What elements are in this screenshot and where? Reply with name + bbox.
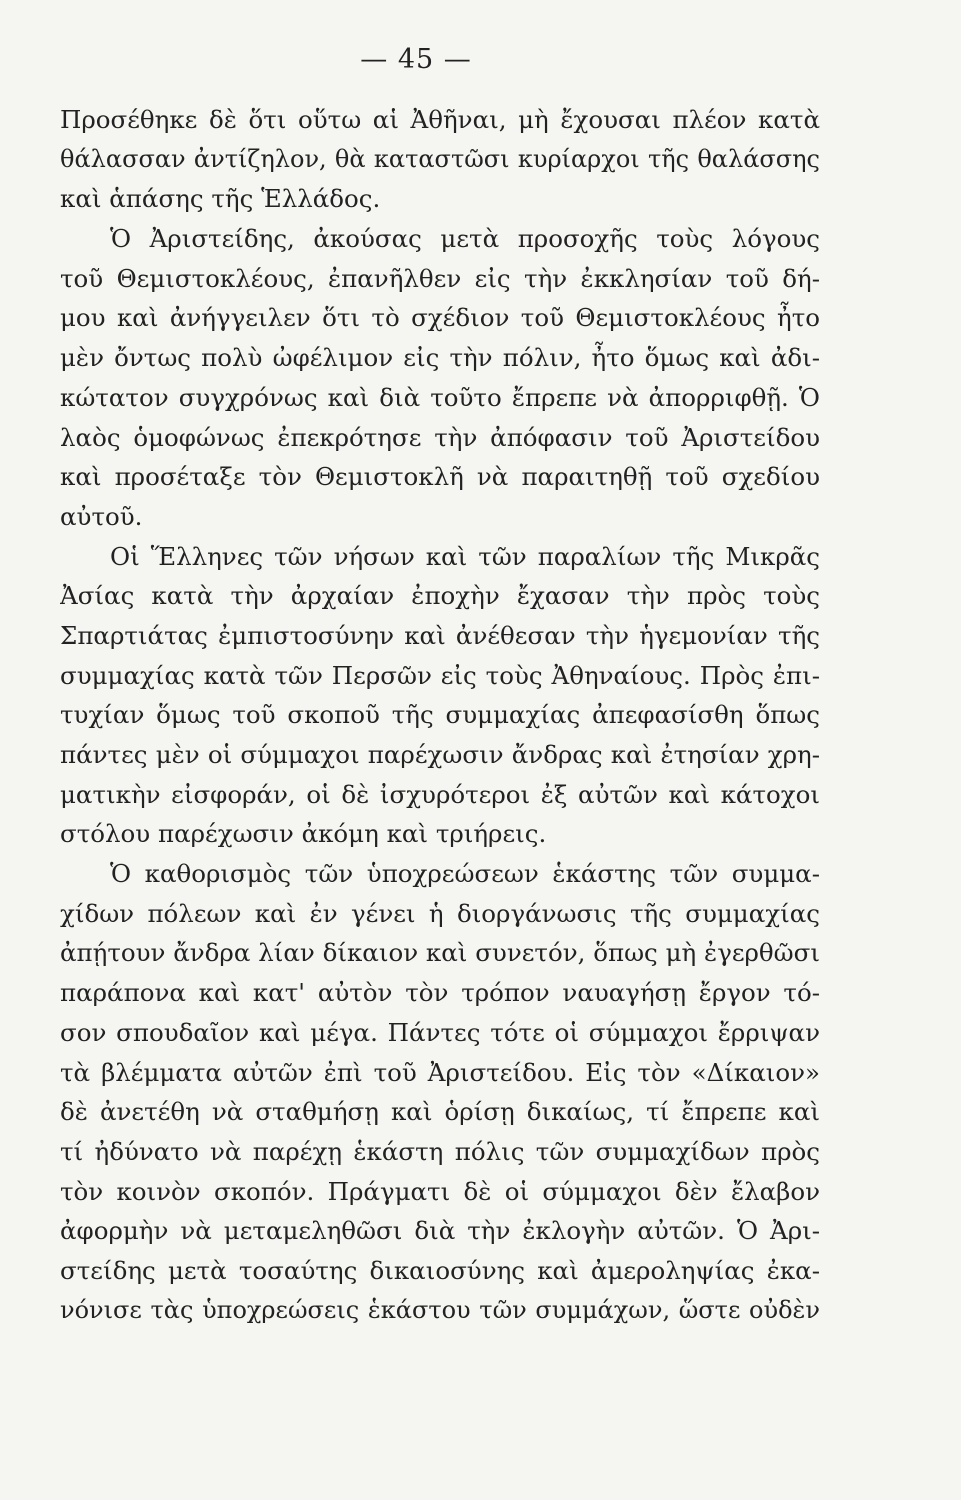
text-line: στείδης μετὰ τοσαύτης δικαιοσύνης καὶ ἀμεροληψίας ἐκα-	[60, 1255, 820, 1285]
text-line: τὸν κοινὸν σκοπόν. Πράγματι δὲ οἱ σύμμαχοι δὲν ἔλαβον	[60, 1176, 820, 1206]
text-line: ἀφορμὴν νὰ μεταμεληθῶσι διὰ τὴν ἐκλογὴν αὐτῶν. Ὁ Ἀρι-	[60, 1216, 820, 1246]
text-line: Ὁ Ἀριστείδης, ἀκούσας μετὰ προσοχῆς τοὺς λόγους	[110, 224, 820, 254]
text-line: Οἱ Ἕλληνες τῶν νήσων καὶ τῶν παραλίων τῆς Μικρᾶς	[110, 541, 820, 571]
text-line: αὐτοῦ.	[60, 501, 143, 531]
text-line: ἀπῄτουν ἄνδρα λίαν δίκαιον καὶ συνετόν, ὅπως μὴ ἐγερθῶσι	[60, 938, 820, 968]
text-line: κώτατον συγχρόνως καὶ διὰ τοῦτο ἔπρεπε νὰ ἀπορριφθῇ. Ὁ	[60, 382, 820, 412]
text-line: συμμαχίας κατὰ τῶν Περσῶν εἰς τοὺς Ἀθηναίους. Πρὸς ἐπι-	[60, 660, 820, 690]
text-line: Σπαρτιάτας ἐμπιστοσύνην καὶ ἀνέθεσαν τὴν ἡγεμονίαν τῆς	[60, 620, 820, 650]
body-text	[60, 100, 820, 1330]
text-line: νόνισε τὰς ὑποχρεώσεις ἑκάστου τῶν συμμάχων, ὥστε οὐδὲν	[60, 1295, 820, 1324]
text-line: ματικὴν εἰσφοράν, οἱ δὲ ἰσχυρότεροι ἐξ αὐτῶν καὶ κάτοχοι	[60, 779, 820, 809]
text-line: χίδων πόλεων καὶ ἐν γένει ἡ διοργάνωσις τῆς συμμαχίας	[60, 898, 820, 928]
text-line: καὶ ἁπάσης τῆς Ἑλλάδος.	[60, 184, 381, 214]
text-line: μὲν ὄντως πολὺ ὠφέλιμον εἰς τὴν πόλιν, ἦτο ὅμως καὶ ἀδι-	[60, 343, 820, 373]
text-line: τὰ βλέμματα αὐτῶν ἐπὶ τοῦ Ἀριστείδου. Εἰς τὸν «Δίκαιον»	[60, 1057, 820, 1087]
text-line: πάντες μὲν οἱ σύμμαχοι παρέχωσιν ἄνδρας καὶ ἐτησίαν χρη-	[60, 740, 820, 769]
text-line: λαὸς ὁμοφώνως ἐπεκρότησε τὴν ἀπόφασιν τοῦ Ἀριστείδου	[60, 422, 820, 452]
text-line: τοῦ Θεμιστοκλέους, ἐπανῆλθεν εἰς τὴν ἐκκλησίαν τοῦ δή-	[60, 263, 820, 293]
page-number: — 45 —	[360, 44, 472, 75]
text-line: καὶ προσέταξε τὸν Θεμιστοκλῆ νὰ παραιτηθῇ τοῦ σχεδίου	[60, 462, 820, 492]
text-line: θάλασσαν ἀντίζηλον, θὰ καταστῶσι κυρίαρχοι τῆς θαλάσσης	[60, 144, 820, 173]
text-line: δὲ ἀνετέθη νὰ σταθμήσῃ καὶ ὁρίσῃ δικαίως, τί ἔπρεπε καὶ	[60, 1097, 820, 1127]
text-line: μου καὶ ἀνήγγειλεν ὅτι τὸ σχέδιον τοῦ Θεμιστοκλέους ἦτο	[60, 303, 820, 333]
text-line: τυχίαν ὅμως τοῦ σκοποῦ τῆς συμμαχίας ἀπεφασίσθη ὅπως	[60, 700, 820, 730]
text-line: τί ἠδύνατο νὰ παρέχῃ ἑκάστη πόλις τῶν συμμαχίδων πρὸς	[60, 1136, 820, 1166]
text-line: στόλου παρέχωσιν ἀκόμη καὶ τριήρεις.	[60, 819, 547, 849]
text-line: Ἀσίας κατὰ τὴν ἀρχαίαν ἐποχὴν ἔχασαν τὴν πρὸς τοὺς	[60, 581, 820, 611]
text-line: παράπονα καὶ κατ' αὐτὸν τὸν τρόπον ναυαγήσῃ ἔργον τό-	[60, 978, 820, 1008]
text-line: Προσέθηκε δὲ ὅτι οὕτω αἱ Ἀθῆναι, μὴ ἔχουσαι πλέον κατὰ	[60, 105, 820, 134]
text-line: Ὁ καθορισμὸς τῶν ὑποχρεώσεων ἑκάστης τῶν συμμα-	[110, 859, 820, 889]
text-line: σον σπουδαῖον καὶ μέγα. Πάντες τότε οἱ σύμμαχοι ἔρριψαν	[60, 1017, 820, 1047]
